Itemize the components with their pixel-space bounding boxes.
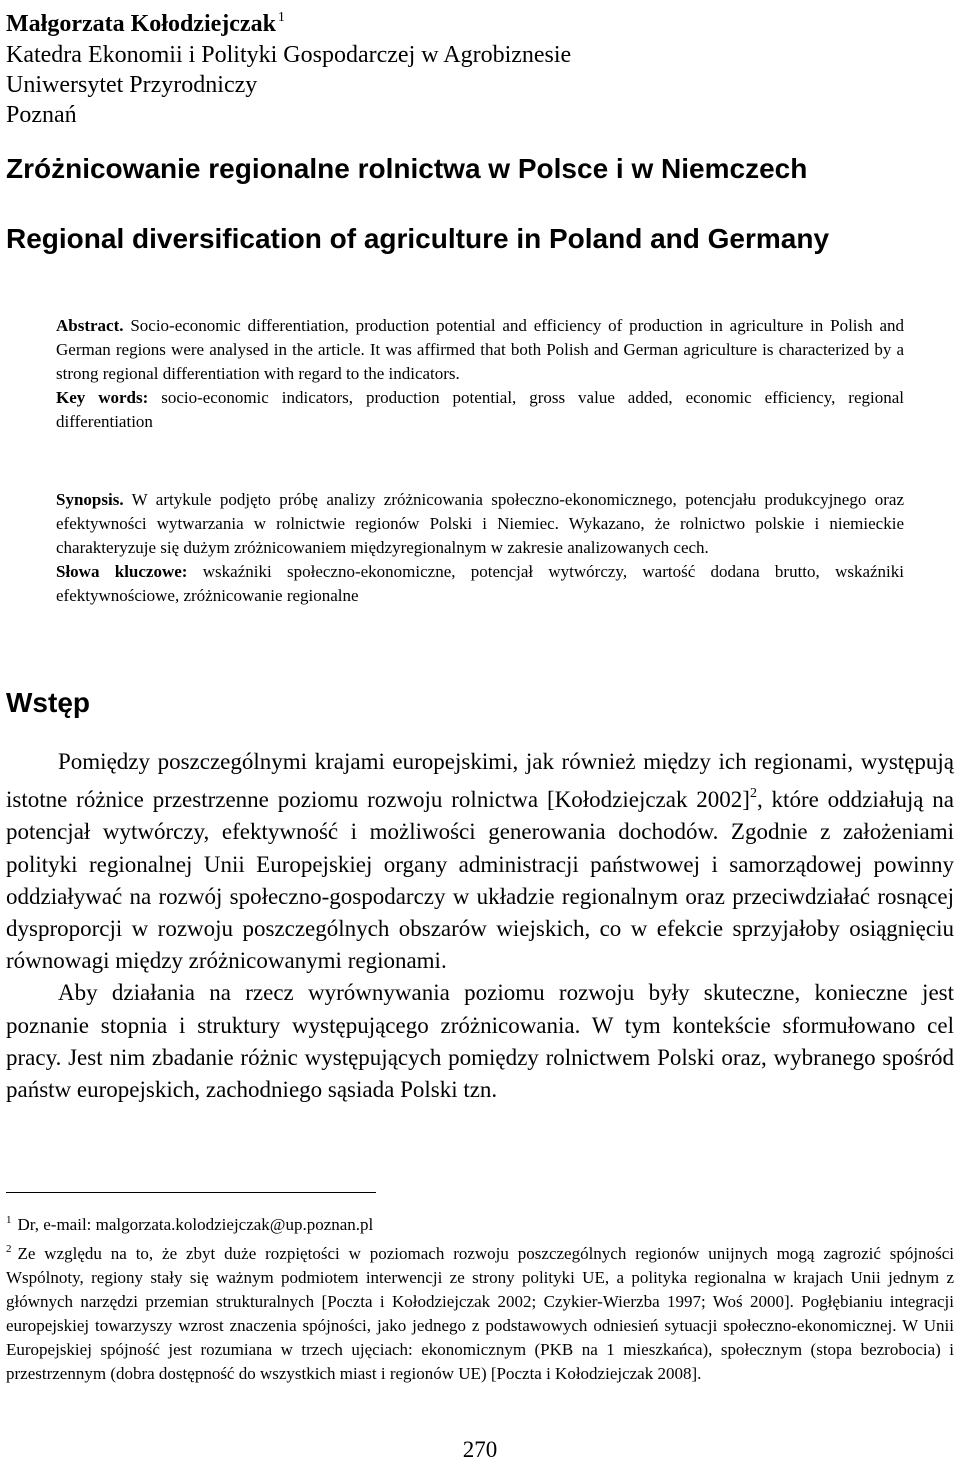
footnotes	[6, 1208, 954, 1386]
author-footnote-mark: 1	[277, 10, 285, 25]
footnote-separator	[6, 1192, 376, 1193]
keywords-text: socio-economic indicators, production potential, gross value added, economic efficiency, regional differentiation	[56, 388, 905, 431]
author-name: Małgorzata Kołodziejczak $^1$	[6, 10, 285, 37]
synopsis-label: Synopsis.	[56, 490, 124, 509]
keywords-label: Key words:	[56, 388, 149, 407]
footnote-2-text: Ze względu na to, że zbyt duże rozpiętości w poziomach rozwoju poszczególnych regionów unijnych mogą zagrozić spójności Wspólnoty, regiony stały się ważnym podmiotem interwencji ze strony polityki UE, a polityka regionalna w krajach Unii jednym z głównych narzędzi przemian strukturalnych [Poczta i Kołodziejczak 2002; Czykier-Wierzba 1997; Woś 2000]. Pogłębianiu integracji europejskiej towarzyszy wzrost znaczenia spójności, jako jednego z podstawowych odniesień sytuacji społeczno-ekonomicznej. W Unii Europejskiej spójność jest rozumiana w trzech ujęciach: ekonomicznym (PKB na 1 mieszkańca), społecznym (stopa bezrobocia) i przestrzennym (dobra dostępność do wszystkich miast i regionów UE) [Poczta i Kołodziejczak 2008].	[6, 1244, 954, 1383]
affiliation-department: Katedra Ekonomii i Polityki Gospodarczej w Agrobiznesie	[6, 42, 572, 68]
page-number: 270	[462, 1437, 498, 1462]
slowa-kluczowe-paragraph	[56, 560, 904, 608]
affiliation-city: Poznań	[6, 102, 77, 128]
author-block	[6, 2, 906, 130]
body-paragraph-2: Aby działania na rzecz wyrównywania poziomu rozwoju były skuteczne, konieczne jest poznanie stopnia i struktury występującego zróżnicowania. W tym kontekście sformułowano cel pracy. Jest nim zbadanie różnic występujących pomiędzy rolnictwem Polski oraz, wybranego spośród państw europejskich, zachodniego sąsiada Polski tzn.	[6, 980, 954, 1103]
title-polish: Zróżnicowanie regionalne rolnictwa w Polsce i w Niemczech	[6, 153, 808, 184]
abstract-paragraph	[56, 314, 904, 386]
abstract-label: Abstract.	[56, 316, 124, 335]
abstract-text: Socio-economic differentiation, production potential and efficiency of production in agriculture in Polish and German regions were analysed in the article. It was affirmed that both Polish and German agriculture is characterized by a strong regional differentiation with regard to the indicators.	[56, 316, 904, 383]
abstract-block	[56, 314, 904, 434]
title-english: Regional diversification of agriculture in Poland and Germany	[6, 223, 830, 254]
footnote-1-mark: 1	[6, 1214, 12, 1226]
footnote-2	[6, 1237, 954, 1386]
slowa-kluczowe-text: wskaźniki społeczno-ekonomiczne, potencjał wytwórczy, wartość dodana brutto, wskaźniki efektywnościowe, zróżnicowanie regionalne	[56, 562, 904, 605]
synopsis-text: W artykule podjęto próbę analizy zróżnicowania społeczno-ekonomicznego, potencjału produkcyjnego oraz efektywności wytwarzania w rolnictwie regionów Polski i Niemiec. Wykazano, że rolnictwo polskie i niemieckie charakteryzuje się dużym zróżnicowaniem międzyregionalnym w zakresie analizowanych cech.	[56, 490, 904, 557]
footnote-ref-2: 2	[749, 786, 757, 802]
keywords-paragraph	[56, 386, 904, 434]
body-paragraph-1: Pomiędzy poszczególnymi krajami europejskimi, jak również między ich regionami, występują istotne różnice przestrzenne poziomu rozwoju rolnictwa [Kołodziejczak 2002]$^2$, które oddziałują na potencjał wytwórczy, efektywność i możliwości generowania dochodów. Zgodnie z założeniami polityki regionalnej Unii Europejskiej organy administracji państwowej i samorządowej powinny oddziaływać na rozwój społeczno-gospodarczy w układzie regionalnym oraz przeciwdziałać rosnącej dysproporcji w rozwoju poszczególnych obszarów wiejskich, co w efekcie sprzyjałoby osiągnięciu równowagi między zróżnicowanymi regionami.	[6, 749, 955, 974]
footnote-2-mark: 2	[6, 1243, 12, 1255]
footnote-1-text: Dr, e-mail: malgorzata.kolodziejczak@up.poznan.pl	[17, 1215, 374, 1234]
slowa-kluczowe-label: Słowa kluczowe:	[56, 562, 188, 581]
footnote-1	[6, 1208, 954, 1237]
section-heading: Wstęp	[6, 687, 90, 718]
affiliation-university: Uniwersytet Przyrodniczy	[6, 72, 258, 98]
synopsis-block	[56, 488, 904, 608]
synopsis-paragraph	[56, 488, 904, 560]
body-text	[6, 746, 954, 1106]
